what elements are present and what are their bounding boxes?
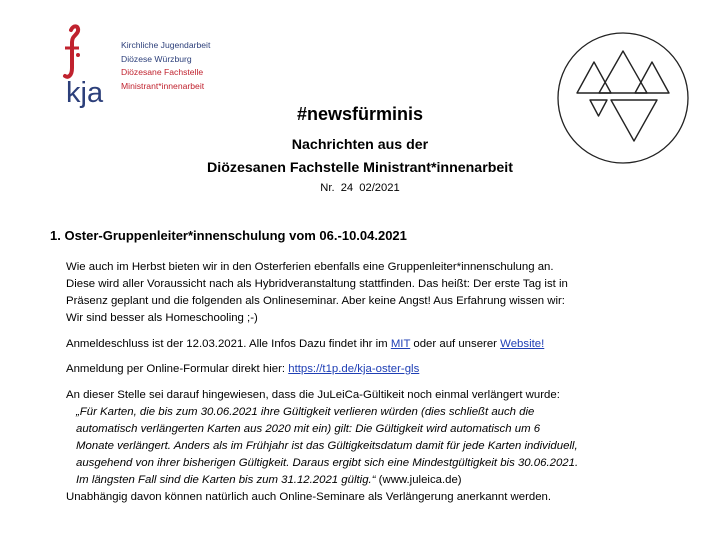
closing-paragraph xyxy=(66,489,666,506)
registration-link[interactable]: https://t1p.de/kja-oster-gls xyxy=(288,363,420,375)
deadline-paragraph xyxy=(66,336,666,353)
section-content xyxy=(66,259,666,506)
subtitle-line-2: Diözesanen Fachstelle Ministrant*innenarbeit xyxy=(207,160,513,176)
quote-line-5: Im längsten Fall sind die Karten bis zum 31.12.2021 gültig.“ xyxy=(76,473,376,486)
org-line-4: Ministrant*innenarbeit xyxy=(121,80,205,91)
quote-line-3: Monate verlängert. Anders als im Frühjahr ist das Gültigkeitsdatum damit für jede Karten individuell, xyxy=(76,439,578,452)
org-line-3: Diözesane Fachstelle xyxy=(121,67,204,78)
org-line-2: Diözese Würzburg xyxy=(121,53,192,64)
subtitle-line-1: Nachrichten aus der xyxy=(291,137,429,153)
note-paragraph xyxy=(66,387,666,404)
intro-line-2: Diese wird aller Voraussicht nach als Hybridveranstaltung stattfinden. Das heißt: Der erste Tag ist in xyxy=(66,278,568,290)
mit-link[interactable]: MIT xyxy=(390,337,411,350)
intro-line-4: Wir sind besser als Homeschooling ;-) xyxy=(66,312,258,324)
deadline-text: Anmeldeschluss ist der 12.03.2021. Alle Infos Dazu findet ihr im xyxy=(66,337,388,350)
logo-text: kja xyxy=(66,77,104,109)
intro-line-3: Präsenz geplant und die folgenden als Onlineseminar. Aber keine Angst! Aus Erfahrung wissen wir: xyxy=(66,295,565,307)
quote-line-2: automatisch verlängerten Karten aus 2020 mit ein) gilt: Die Gültigkeit wird automatisch um 6 xyxy=(76,422,541,435)
kja-logo-graphic xyxy=(58,22,118,112)
quote-source: (www.juleica.de) xyxy=(378,473,462,486)
website-link[interactable]: Website! xyxy=(500,337,545,350)
registration-paragraph xyxy=(66,361,666,378)
juleica-quote xyxy=(76,404,666,489)
note-intro: An dieser Stelle sei darauf hingewiesen, dass die JuLeiCa-Gültikeit noch einmal verlängert wurde: xyxy=(66,388,560,401)
intro-line-1: Wie auch im Herbst bieten wir in den Osterferien ebenfalls eine Gruppenleiter*innenschulung an. xyxy=(66,261,554,273)
org-line-1: Kirchliche Jugendarbeit xyxy=(121,40,211,50)
kja-logo xyxy=(58,22,118,112)
quote-line-4: ausgehend von ihrer bisherigen Gültigkeit. Daraus ergibt sich eine Mindestgültigkeit bis 30.06.2021. xyxy=(76,456,579,469)
deadline-mid-text: oder auf unserer xyxy=(413,337,497,350)
quote-line-1: „Für Karten, die bis zum 30.06.2021 ihre Gültigkeit verlieren würden (dies schließt auch die xyxy=(76,405,535,418)
registration-text: Anmeldung per Online-Formular direkt hier: xyxy=(66,363,286,375)
section-heading: 1. Oster-Gruppenleiter*innenschulung vom 06.-10.04.2021 xyxy=(50,228,407,243)
issue-number: Nr. 24 02/2021 xyxy=(320,182,400,194)
newsletter-hashtag: #newsfürminis xyxy=(296,104,424,124)
organisation-block xyxy=(121,39,210,93)
intro-paragraph xyxy=(66,259,666,327)
closing-text: Unabhängig davon können natürlich auch Online-Seminare als Verlängerung anerkannt werden. xyxy=(66,490,552,503)
